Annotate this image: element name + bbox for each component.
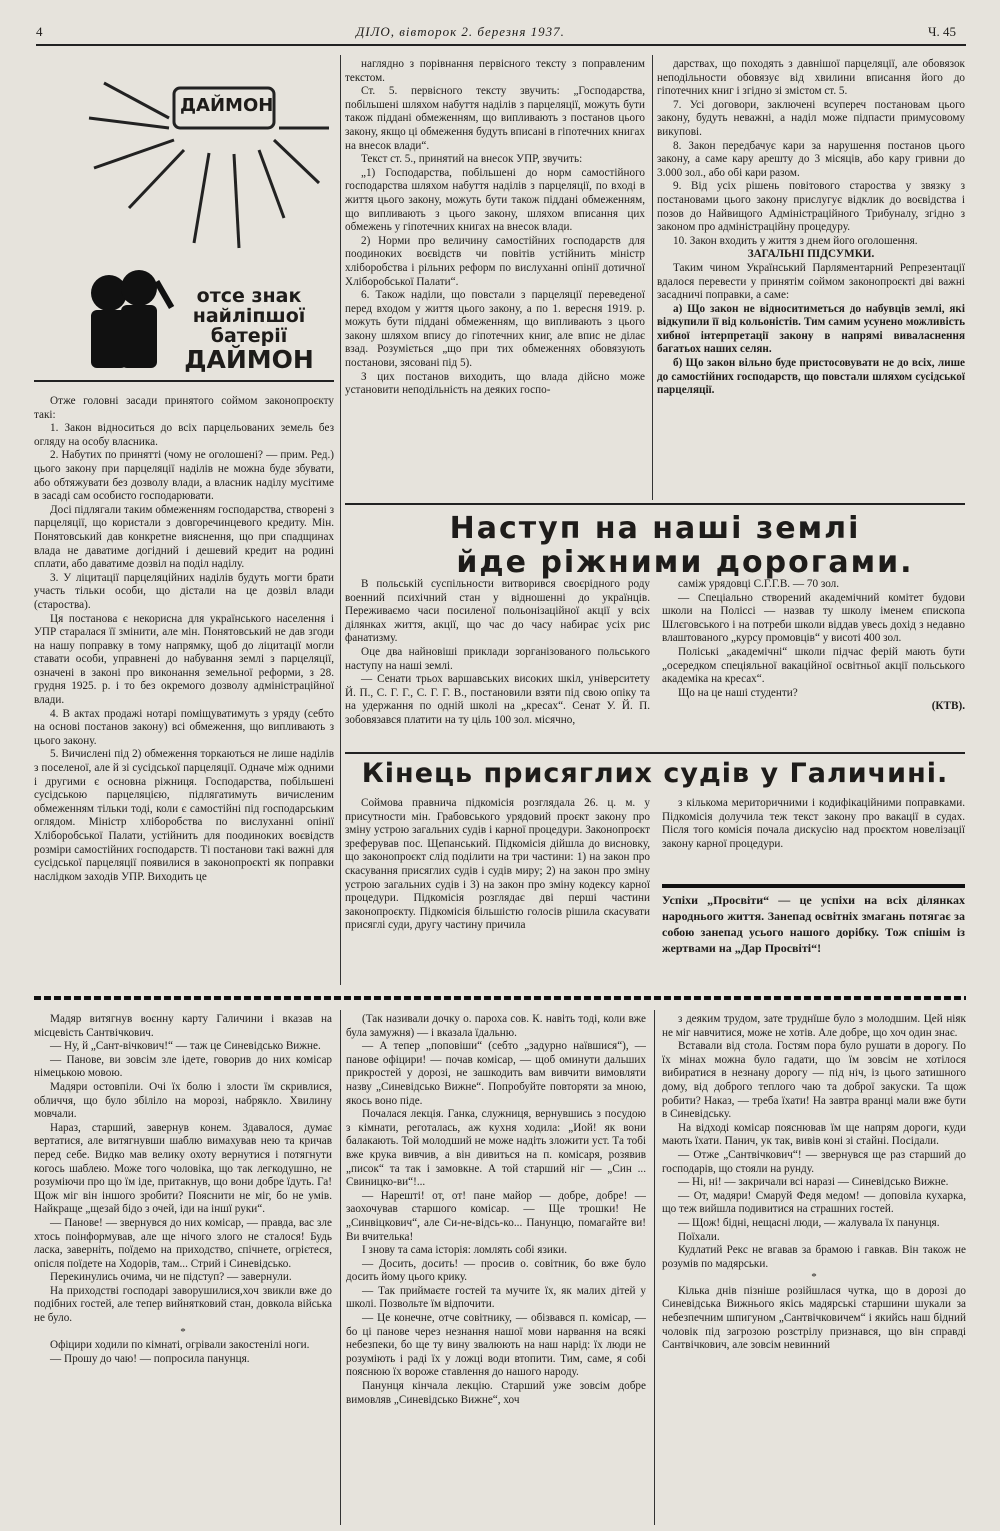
feuilleton-column-1 [34, 1013, 332, 1523]
feuilleton-column-3 [662, 1013, 966, 1523]
feuilleton-separator [34, 996, 966, 1000]
paragraph: 5. Вичислені під 2) обмеження торкаються не лише наділів з поселеної, але й зі сусідської парцеляції. Одначе між одними і другими є основна ріжниця. Господарства, побільшені сусідською парцеляцією, підлягатимуть вичисленим обмеженням тільки тоді, коли є самостійні під господарським оглядом. Міністр хліборобства по вислуханні опінії Хліборобської Палати, устійнить для поодиноких воєвідств розміри самостійних господарств. Ті постанови такі важні для сусідської парцеляції появилися в законопроєкті як поправки наслідком заходів УПР. Виходить це [34, 748, 334, 883]
paragraph: Кудлатий Рекс не вгавав за брамою і гавкав. Він також не розумів по мадярськи. [662, 1244, 966, 1270]
land-law-column-3 [657, 58, 965, 498]
article-headline-courts: Кінець присяглих судів у Галичині. [361, 758, 949, 789]
paragraph: — Панове! — звернувся до них комісар, — правда, вас зле хтось поінформував, але ще нічого злого не сталося! Будь ласка, заверніть, поїдемо на приходство, спічнете, огрієтеся, опісля поїдете на Ходорів, там... Стрий і Синевідсько. [34, 1216, 332, 1270]
headline-line1: Наступ на наші землі [449, 511, 861, 546]
page-header [36, 22, 966, 46]
paragraph: — Панове, ви зовсім зле ідете, говорив до них комісар німецькою мовою. [34, 1053, 332, 1080]
article-headline-land [345, 512, 965, 580]
paragraph: Перекинулись очима, чи не підступ? — завернули. [50, 1271, 292, 1284]
paragraph: 9. Від усіх рішень повітового староства у звязку з постановами цього закону прислугує відклик до воєвідства і позов до Найвищого Адміністраційного Трибуналу, згідно з законом про адміністраційну процедуру. [657, 180, 965, 234]
column-rule [340, 1010, 341, 1525]
feuilleton-column-2 [346, 1013, 646, 1523]
ad-slogan-line2: найліпшої [192, 305, 306, 327]
paragraph: Поїхали. [678, 1230, 720, 1243]
ad-divider [34, 380, 334, 382]
page-number: 4 [36, 24, 43, 39]
paragraph: На приходстві господарі заворушилися,хоч звикли вже до подібних гостей, але тепер вийнятковий стан, довкола війська не було. [34, 1284, 332, 1325]
paragraph: Нараз, старший, завернув конем. Здавалося, думає вертатися, але витягнувши шаблю вимахував нею та кричав перед себе. Видко мав велику охоту вернутися і потягнути когось шаблею. Може того чоловіка, що так легкодушно, не розуміючи про що їм іде, притакнув, що вони добре їдуть. Га! Щож міг він іншого зробити? Пояснити не міг, бо не умів. Найкраще „щезай бідо з очей, іди на іншї руки“. [34, 1121, 332, 1216]
paragraph: Офіцири ходили по кімнаті, огрівали закостенілі ноги. [50, 1339, 310, 1352]
daimon-advertisement [34, 58, 334, 378]
paragraph: 7. Усі договори, заключені всупереч постановам цього закону, будуть неважні, а наділ може підпасти примусовому викупові. [657, 98, 965, 138]
paragraph: (Так називали дочку о. пароха сов. К. навіть тоді, коли вже була замужня) — і вказала їдальню. [346, 1013, 646, 1039]
headline-line2: йде ріжними дорогами. [456, 545, 914, 580]
paragraph: 10. Закон входить у життя з днем його оголошення. [673, 234, 918, 247]
paragraph: 1. Закон відноситься до всіх парцельованих земель без огляду на особу власника. [34, 422, 334, 448]
paragraph: Досі підлягали таким обмеженням господарства, створені з парцеляції, що користали з довгоречинцевого кредиту. Мін. Понятовський дав конкретне вияснення, що при спадщинах влада не даватиме догідний і дешевий кредит на родині сплати, або даватиме дозвіл на поділ наділу. [34, 503, 334, 571]
author-signature: (КТВ). [931, 700, 965, 713]
paragraph: 4. В актах продажі нотарі поміщуватимуть з уряду (себто на основі постанов закону) всі обмеження, що випливають з цього закону. [34, 707, 334, 747]
land-law-column-2 [345, 58, 645, 498]
article-courts-left [345, 797, 650, 987]
paragraph: дарствах, що походять з давнішої парцеляції, але обовязок неподільности обовязує від хвилини вписання його до гіпотечних книг і згідно зі змістом ст. 5. [657, 58, 965, 98]
box-rule [662, 884, 965, 888]
section-break: * [811, 1271, 817, 1284]
paragraph: 6. Також наділи, що повстали з парцеляції переведеної перед входом у життя цього закону, а по 1. вересня 1919. р. можуть бути піддані обмеженням, що випливають з цього закону шляхом впису до гіпотечних книг, але впис не ділає взад. Розуміється „що при тих обмеженнях обовязують постанови, зясовані під 5). [345, 289, 645, 370]
paragraph: — Так приймаєте гостей та мучите їх, як малих дітей у школі. Позвольте їм відпочити. [346, 1284, 646, 1311]
paragraph: — Нарешті! от, от! пане майор — добре, добре! — заохочував старшого комісар. — Ще трошки! Не „Синвіцкович“, але Си-не-відсь-ко... Панунцю, помагайте ви! Ви вчителька! [346, 1189, 646, 1243]
paragraph: Отже головні засади принятого соймом законопроєкту такі: [34, 395, 334, 421]
column-rule [654, 1010, 655, 1525]
paragraph: „1) Господарства, побільшені до норм самостійного господарства шляхом набуття наділів з парцеляції, по вході в життя цього закону, можуть бути також піддані обмеженням, що випливають з цього закону, шляхом вписання цих обмежень у гіпотечних книгах на внесок влади. [345, 166, 645, 234]
paragraph: — Ну, й „Сант-вічкович!“ — таж це Синевідсько Вижне. [50, 1040, 321, 1053]
prosvita-appeal: Успіхи „Просвіти“ — це успіхи на всіх ділянках народнього життя. Занепад освітніх змагань потягає за собою занепад усього нашого дорібку. Тож спішім із жертвами на „Дар Просвіті“! [662, 893, 965, 955]
paragraph: Мадяри остовпіли. Очі їх болю і злости їм скривлися, обличчя, що було збіліло на морозі, набрякло. Хвилину мовчали. [34, 1080, 332, 1121]
section-heading: ЗАГАЛЬНІ ПІДСУМКИ. [747, 248, 875, 261]
paragraph: з деяким трудом, зате труднїше було з молодшим. Цей ніяк не міг навчитися, може не хотів. Але добре, що хоч один знає. [662, 1013, 966, 1039]
article-divider [345, 503, 965, 505]
column-rule [340, 55, 341, 985]
paragraph: Поліські „академічні“ школи підчас ферій мають бути „осередком спеціяльної вакаційної освітньої акції польського академіка на кресах“. [662, 645, 965, 686]
paragraph: — От, мадяри! Смаруй Федя медом! — доповіла кухарка, що теж вийшла подивитися на страшних гостей. [662, 1189, 966, 1216]
paragraph: — Щож! бідні, нещасні люди, — жалувала їх панунця. [678, 1216, 940, 1229]
paragraph: Таким чином Український Парляментарний Репрезентації вдалося перевести у принятім соймом законопроєкті дві важні засадничі поправки, а саме: [657, 261, 965, 302]
paragraph: На відході комісар пояснював їм ще напрям дороги, куди мають їхати. Панич, ук так, вивів коні зі стайні. Посідали. [662, 1121, 966, 1148]
ad-slogan-line1: отсе знак [196, 285, 302, 307]
paragraph: наглядно з порівнання первісного тексту з поправленим текстом. [345, 58, 645, 84]
issue-number: Ч. 45 [928, 24, 956, 39]
article-land-left [345, 578, 650, 746]
paragraph: саміж урядовці С.Г.Г.В. — 70 зол. [678, 578, 840, 590]
paragraph: — Це конечне, отче совітнику, — обізвався п. комісар, — бо ці панове через незнання нашої мови нарвання на всякі небезпеки, бо ще ту вину звалюють на наш нарід: їх люди не розуміють і раді їх у ложці води втопити. Тим, саме, я собі пояснюю їх вороже ставлення до нашого народу. [346, 1312, 646, 1379]
paragraph: — Ні, ні! — закричали всі наразі — Синевідсько Вижне. [678, 1176, 949, 1189]
paragraph: з кількома мериторичними і кодифікаційними поправками. Підкомісія долучила теж текст закону про вакації в судах. Після того комісія почала дискусію над проєктом новелізації закону карної процедури. [662, 797, 965, 850]
paragraph: — Спеціально створений академічний комітет будови школи на Поліссі — назвав ту школу іменем єпископа Шлєговського і на потреби школи віддав увесь дохід з недавно влаштованого „курсу промовців“ у висоті 400 зол. [662, 591, 965, 645]
paragraph: Соймова правнича підкомісія розглядала 26. ц. м. у присутности мін. Грабовського урядовий проєкт закону про зміну устрою загальних судів і карної процедури. Законопроєкт зреферував пос. Щепанський. Підкомісія дійшла до висновку, що законопроєкт слід поділити на три частини: 1) на закон про скасування присяглих судів і судів миру; 2) на закон про зміну устрою загальних судів і 3) на закон про зміну кодексу карної процедури. Підкомісія розглядає дві перші частини законопроєкту. Підкомісія більшістю голосів рішила скасувати присяглі суди, другу частину причила [345, 797, 650, 932]
land-law-column-1 [34, 395, 334, 985]
ad-slogan-line4: ДАЙМОН [184, 345, 314, 374]
paragraph: І знову та сама історія: ломлять собі язики. [362, 1244, 568, 1257]
paragraph: — А тепер „поповіши“ (себто „задурно наївшися“), — панове офіцири! — почав комісар, — щоб оминути дальших прикростей у дорозі, не зашкодить вам вивчити вимовляти назву „Синевідсько Вижне“. Попробуйте повторяти за мною, якось воно піде. [346, 1040, 646, 1107]
paragraph: 8. Закон передбачує кари за нарушення постанов цього закону, а саме кару арешту до 3 місяців, або кару гривни до 3.000 зол., або обі кари разом. [657, 139, 965, 179]
paragraph: Текст ст. 5., принятий на внесок УПР, звучить: [361, 153, 583, 166]
paragraph: а) Що закон не відноситиметься до набувців землі, які відкупили її від кольоністів. Тим самим усунено можливість хибної інтерпретації закону в напрямі виваласнення багатьох наших селян. [657, 302, 965, 356]
column-rule [652, 55, 653, 500]
paragraph: Панунця кінчала лекцію. Старший уже зовсім добре вимовляв „Синевідсько Вижне“, хоч [346, 1380, 646, 1406]
paragraph: — Прошу до чаю! — попросила панунця. [50, 1352, 250, 1365]
paragraph: — Сенати трьох варшавських високих шкіл, університету Й. П., С. Г. Г., С. Г. Г. В., постановили взяти під свою опіку та на удержання по одній школі на „кресах“. Сенат У. Й. П. зобовязався платити на ту ціль 100 зол. місячно, [345, 673, 650, 726]
article-divider [345, 752, 965, 754]
paragraph: Кілька днів пізніше розійшлася чутка, що в дорозі до Синевідська Вижнього якісь мадярські старшини шукали за небезпечним шпигуном „Сантвічковичем“ і якийсь наш бідний чоловік під загрозою розстрілу признався, що він справді Сантвічкович, але зовсім невинний [662, 1284, 966, 1352]
paragraph: 2) Норми про величину самостійних господарств для поодиноких воєвідств чи повітів устійнить міністр хліборобства і рільних реформ по вислуханні опінії дотичної Хліборобської Палати“. [345, 234, 645, 288]
masthead: ДІЛО, вівторок 2. березня 1937. [356, 24, 565, 39]
paragraph: Почалася лекція. Ганка, служниця, вернувшись з посудою з кімнати, реготалась, аж кухня ходила: „Иой! як вони балакають. Той молодший не може надіть зложити уст. Та тобі вже крука вивчив, а він дивиться на п. комісаря, розявив „писок“ та так і замовкне. А той старший ніг — „Син ... Свиницко-ви“!... [346, 1108, 646, 1189]
paragraph: Ця постанова є некорисна для українського населення і УПР старалася її змінити, але мін. Понятовський не дав згоди на нашу поправку в тому напрямку, щоб до ліцитації могли ставати особи, управнені до набування землі з парцеляції, означені в законі про виконання земельної реформи, з 28. грудня 1925. р. і то без окремого дозволу адміністраційної влади. [34, 612, 334, 707]
brand-logo-text: ДАЙМОН [180, 95, 274, 116]
paragraph: Ст. 5. первісного тексту звучить: „Господарства, побільшені шляхом набуття наділів з парцеляції, можуть бути також піддані обмеженням, що випливають з постанов цього закону, якщо ці обмеження будуть вписані в гіпотечних книгах на внесок влади“. [345, 85, 645, 152]
paragraph: Що на це наші студенти? [678, 686, 798, 699]
paragraph: В польській суспільности витворився своєрідного роду военний психічний стан у відношенні до українців. Переживаємо часи посиленої польонізаційної акції у всіх ділянках життя, акції, що час до часу набирає усіх рис фанатизму. [345, 578, 650, 645]
paragraph: — Отже „Сантвічкович“! — звернувся ще раз старший до господарів, що стояли на рунду. [662, 1148, 966, 1175]
paragraph: 2. Набутих по принятті (чому не оголошені? — прим. Ред.) цього закону при парцеляції наділів не можна буде збувати, або обтяжувати без дозволу влади, а власник наділу мусітиме в засаді сам особисто господарювати. [34, 449, 334, 503]
paragraph: Оце два найновіші приклади зорганізованого польського наступу на наші землі. [345, 645, 650, 672]
paragraph: — Досить, досить! — просив о. совітник, бо вже було досить йому цього крику. [346, 1257, 646, 1284]
ad-slogan-line3: батерії [210, 325, 288, 347]
ad-slogan [164, 286, 334, 374]
paragraph: Мадяр витягнув воєнну карту Галичини і вказав на місцевість Сантвічкович. [34, 1013, 332, 1039]
paragraph: б) Що закон вільно буде пристосовувати не до всіх, лише до самостійних господарств, що повстали шляхом сусідської парцеляції. [657, 357, 965, 397]
paragraph: З цих постанов виходить, що влада дійсно може установити неподільність на деяких госпо- [345, 370, 645, 397]
article-land-right [662, 578, 965, 746]
paragraph: Вставали від стола. Гостям пора було рушати в дорогу. По їх мінах можна було гадати, що їм зовсім не хотілося вибиратися в незнану дорогу — під ніч, із цього затишного дому, від доброго теплого чаю та доброї закуски. Та щож робити? Наказ, — треба їхати! На завтра вранці мали вже бути в Синевідську. [662, 1040, 966, 1121]
article-courts-right [662, 797, 965, 877]
paragraph: 3. У ліцитації парцеляційних наділів будуть могти брати участь тільки особи, що дістали на це дозвіл влади (староства). [34, 571, 334, 611]
section-break: * [180, 1325, 186, 1338]
